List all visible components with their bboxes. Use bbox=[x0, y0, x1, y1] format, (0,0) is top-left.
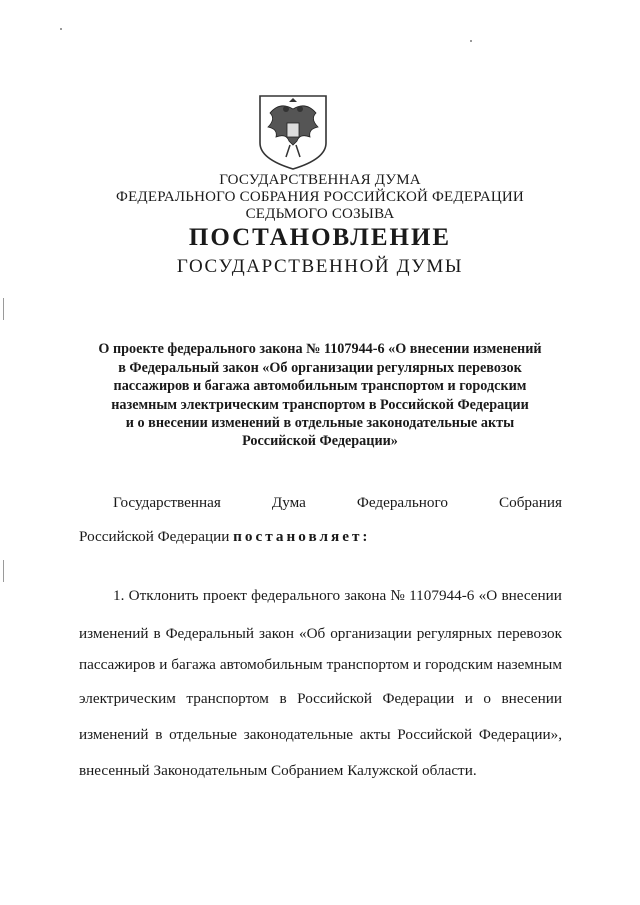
item1-line bbox=[79, 690, 562, 708]
item1-word: о bbox=[483, 690, 491, 707]
item1-line bbox=[113, 587, 562, 605]
item1-word: организации bbox=[330, 625, 412, 642]
item1-word: проект bbox=[202, 587, 247, 604]
item1-word: Федерации bbox=[382, 690, 455, 707]
item1-line bbox=[79, 726, 562, 744]
subject-line-2: в Федеральный закон «Об организации регулярных перевозок bbox=[118, 360, 522, 376]
item1-word: и bbox=[464, 690, 473, 707]
preamble-word: Федерального bbox=[356, 494, 448, 511]
subject-line-5: и о внесении изменений в отдельные законодательные акты bbox=[125, 415, 515, 431]
item1-word: и bbox=[159, 656, 168, 673]
item1-word: регулярных bbox=[416, 625, 493, 642]
document-title: ПОСТАНОВЛЕНИЕ bbox=[188, 224, 452, 251]
item1-word: перевозок bbox=[497, 625, 562, 642]
item1-word: транспортом bbox=[186, 690, 269, 707]
preamble-word: Государственная bbox=[113, 494, 221, 511]
item1-line bbox=[79, 656, 562, 674]
scan-speck bbox=[470, 40, 472, 42]
item1-word: закона bbox=[344, 587, 387, 604]
item1-word: и bbox=[413, 656, 422, 673]
item1-word: городским bbox=[425, 656, 493, 673]
item1-word: Отклонить bbox=[128, 587, 199, 604]
header-line-3: СЕДЬМОГО СОЗЫВА bbox=[245, 206, 395, 222]
item1-word: Российской bbox=[297, 690, 372, 707]
item1-word: «Об bbox=[298, 625, 326, 642]
item1-word: внесении bbox=[501, 587, 562, 604]
item1-word: в bbox=[155, 726, 163, 743]
preamble-line-1 bbox=[113, 494, 562, 512]
item1-word: «О bbox=[478, 587, 498, 604]
scan-margin-mark bbox=[3, 298, 4, 320]
item1-word: № bbox=[390, 587, 405, 604]
preamble-text: Российской Федерации bbox=[79, 528, 230, 545]
subject-line-4: наземным электрическим транспортом в Российской Федерации bbox=[111, 397, 529, 413]
scan-speck bbox=[60, 28, 62, 30]
item1-word: внесении bbox=[501, 690, 562, 707]
item1-word: багажа bbox=[171, 656, 216, 673]
item1-word: Федеральный bbox=[165, 625, 255, 642]
item1-word: Российской bbox=[397, 726, 473, 743]
item1-word: 1. bbox=[113, 587, 125, 604]
item1-word: пассажиров bbox=[79, 656, 156, 673]
subject-line-3: пассажиров и багажа автомобильным транспортом и городским bbox=[113, 378, 527, 394]
item1-word: электрическим bbox=[79, 690, 176, 707]
item1-word: изменений bbox=[79, 726, 149, 743]
item1-word: автомобильным bbox=[219, 656, 323, 673]
item1-word: отдельные bbox=[169, 726, 238, 743]
header-line-2: ФЕДЕРАЛЬНОГО СОБРАНИЯ РОССИЙСКОЙ ФЕДЕРАЦИИ bbox=[116, 189, 524, 205]
item1-word: изменений bbox=[79, 625, 149, 642]
item1-word: транспортом bbox=[326, 656, 410, 673]
item1-word: федерального bbox=[251, 587, 341, 604]
header-line-1: ГОСУДАРСТВЕННАЯ ДУМА bbox=[219, 172, 421, 188]
subject-line-6: Российской Федерации» bbox=[242, 433, 398, 449]
item1-word: Федерации», bbox=[478, 726, 562, 743]
item1-word: наземным bbox=[496, 656, 562, 673]
preamble-verb: постановляет: bbox=[233, 528, 371, 545]
preamble-line-2 bbox=[79, 528, 562, 546]
subject-line-1: О проекте федерального закона № 1107944-6 «О внесении изменений bbox=[98, 341, 542, 357]
item1-line bbox=[79, 625, 562, 643]
preamble-word: Собрания bbox=[498, 494, 562, 511]
item1-word: законодательные bbox=[243, 726, 354, 743]
state-emblem-icon bbox=[256, 93, 330, 171]
item1-word: акты bbox=[359, 726, 391, 743]
item1-word: в bbox=[153, 625, 161, 642]
preamble-word: Дума bbox=[271, 494, 306, 511]
item1-last-line: внесенный Законодательным Собранием Калужской области. bbox=[79, 762, 477, 779]
item1-word: в bbox=[279, 690, 287, 707]
item1-word: закон bbox=[258, 625, 295, 642]
scan-margin-mark bbox=[3, 560, 4, 582]
document-subtitle: ГОСУДАРСТВЕННОЙ ДУМЫ bbox=[176, 256, 464, 277]
item1-word: 1107944-6 bbox=[409, 587, 475, 604]
